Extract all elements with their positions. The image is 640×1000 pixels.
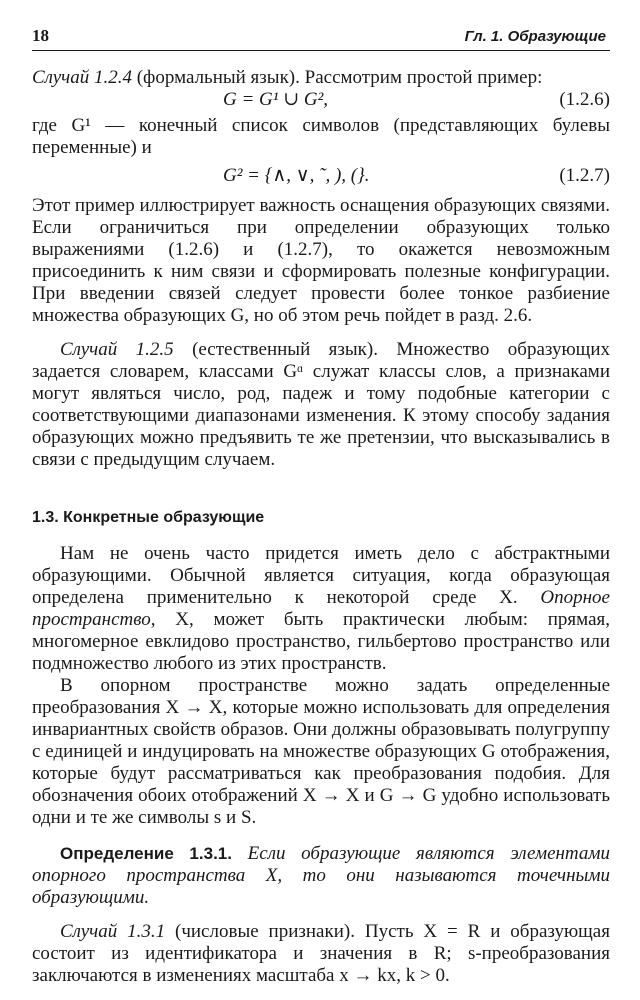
case-1-2-4-after-eq: где G¹ — конечный список символов (представляющих булевы переменные) и (32, 115, 610, 158)
case-1-3-1-paragraph (32, 921, 610, 987)
case-1-2-4-text: (формальный язык). Рассмотрим простой пример: (131, 67, 543, 88)
equation-1-2-7-formula: G² = {∧, ∨, ˜, ), (}. (223, 165, 370, 186)
definition-label: Определение 1.3.1. (60, 844, 232, 863)
equation-1-2-6 (32, 89, 610, 111)
section-p1-term: Опорное пространство (32, 587, 610, 630)
equation-1-2-6-label: (1.2.6) (559, 89, 610, 110)
case-1-2-5-text: (естественный язык). Множество образующих задается словарем, классами Gᵅ служат классы слов, а признаками могут являться число, род, падеж и тому подобные категории с соответствующими диапазонами изменения. К этому способу задания образующих можно предъявить те же претензии, что высказывались в связи с предыдущим случаем. (32, 339, 610, 470)
case-1-3-1-text: (числовые признаки). Пусть X = R и образующая состоит из идентификатора и значения в R; s-преобразования заключаются в изменениях масштаба x → kx, k > 0. (32, 921, 610, 986)
case-1-2-4-intro (32, 67, 610, 89)
case-1-2-5-label: Случай 1.2.5 (60, 339, 174, 360)
section-p1-part-b: , X, может быть практически любым: прямая, многомерное евклидово пространство, гильбертово пространство или подмножество любого из этих пространств. (32, 609, 610, 674)
definition-text: Если образующие являются элементами опорного пространства X, то они называются точечными образующими. (32, 843, 611, 908)
case-1-2-4-label: Случай 1.2.4 (32, 67, 132, 88)
running-title: Гл. 1. Образующие (464, 28, 606, 45)
section-paragraph-1 (32, 543, 610, 675)
book-page (32, 26, 610, 987)
running-header (32, 26, 610, 51)
equation-1-2-7 (32, 165, 610, 187)
case-1-2-5-paragraph (32, 339, 610, 471)
equation-1-2-6-formula: G = G¹ ∪ G², (223, 89, 329, 110)
equation-1-2-7-label: (1.2.7) (559, 165, 610, 186)
definition-1-3-1 (32, 843, 610, 909)
section-p1-part-a: Нам не очень часто придется иметь дело с абстрактными образующими. Обычной является ситуация, когда образующая определена применительно к некоторой среде X. (32, 543, 610, 608)
case-1-3-1-label: Случай 1.3.1 (60, 921, 166, 942)
page-number: 18 (32, 26, 49, 45)
case-1-2-4-paragraph: Этот пример иллюстрирует важность оснащения образующих связями. Если ограничиться при определении образующих только выражениями (1.2.6) и (1.2.7), то окажется невозможным присоединить к ним связи и сформировать полезные конфигурации. При введении связей следует провести более тонкое разбиение множества образующих G, но об этом речь пойдет в разд. 2.6. (32, 195, 610, 326)
section-paragraph-2: В опорном пространстве можно задать определенные преобразования X → X, которые можно использовать для определения инвариантных свойств образов. Они должны образовывать полугруппу с единицей и индуцировать на множестве образующих G отображения, которые будут рассматриваться как преобразования подобия. Для обозначения обоих отображений X → X и G → G удобно использовать одни и те же символы s и S. (32, 675, 611, 828)
section-title: 1.3. Конкретные образующие (32, 509, 265, 526)
